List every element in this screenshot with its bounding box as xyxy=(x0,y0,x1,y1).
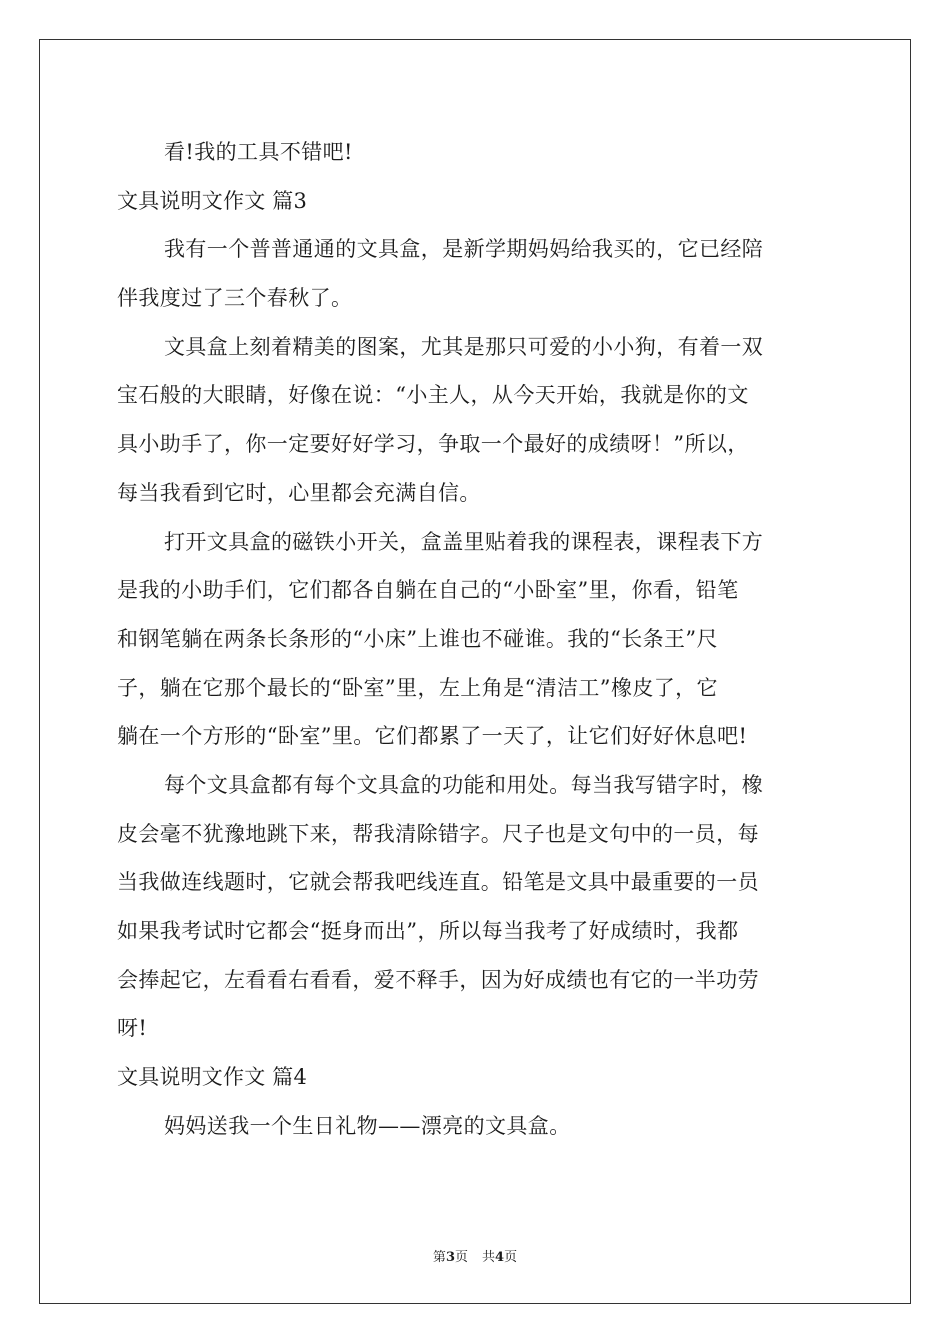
body-line: 伴我度过了三个春秋了。 xyxy=(117,286,353,311)
footer-page-current: 3 xyxy=(445,1250,455,1265)
body-line: 子，躺在它那个最长的“卧室”里，左上角是“清洁工”橡皮了，它 xyxy=(117,675,718,700)
body-line: 每当我看到它时，心里都会充满自信。 xyxy=(117,480,481,505)
body-line: 躺在一个方形的“卧室”里。它们都累了一天了，让它们好好休息吧! xyxy=(117,724,748,749)
body-line: 宝石般的大眼睛，好像在说：“小主人，从今天开始，我就是你的文 xyxy=(117,383,749,408)
body-line: 具小助手了，你一定要好好学习，争取一个最好的成绩呀！”所以， xyxy=(117,432,749,457)
body-line: 打开文具盒的磁铁小开关，盒盖里贴着我的课程表，课程表下方 xyxy=(164,529,764,554)
body-line: 如果我考试时它都会“挺身而出”，所以每当我考了好成绩时，我都 xyxy=(117,919,739,943)
body-line: 文具盒上刻着精美的图案，尤其是那只可爱的小小狗，有着一双 xyxy=(164,334,764,359)
footer-total-suffix: 页 xyxy=(504,1250,518,1265)
body-line: 每个文具盒都有每个文具盒的功能和用处。每当我写错字时，橡 xyxy=(164,772,764,797)
body-line: 皮会毫不犹豫地跳下来，帮我清除错字。尺子也是文句中的一员，每 xyxy=(117,821,759,846)
document-body xyxy=(117,128,833,1150)
page-footer xyxy=(0,1246,950,1265)
body-line: 呀! xyxy=(117,1016,148,1041)
footer-total-prefix: 共 xyxy=(482,1250,496,1265)
body-line: 和钢笔躺在两条长条形的“小床”上谁也不碰谁。我的“长条王”尺 xyxy=(117,626,718,651)
footer-page-total: 4 xyxy=(495,1250,505,1265)
section-heading: 文具说明文作文 篇4 xyxy=(117,1065,308,1090)
footer-page-suffix: 页 xyxy=(454,1250,468,1265)
body-line: 妈妈送我一个生日礼物——漂亮的文具盒。 xyxy=(164,1113,571,1138)
body-line: 看!我的工具不错吧! xyxy=(164,140,353,164)
body-line: 我有一个普普通通的文具盒，是新学期妈妈给我买的，它已经陪 xyxy=(164,237,764,262)
section-heading: 文具说明文作文 篇3 xyxy=(117,188,308,213)
body-line: 当我做连线题时，它就会帮我吧线连直。铅笔是文具中最重要的一员 xyxy=(117,870,759,895)
body-line: 会捧起它，左看看右看看，爱不释手，因为好成绩也有它的一半功劳 xyxy=(117,967,759,992)
footer-page-prefix: 第 xyxy=(432,1250,446,1265)
body-line: 是我的小助手们，它们都各自躺在自己的“小卧室”里，你看，铅笔 xyxy=(117,578,739,603)
